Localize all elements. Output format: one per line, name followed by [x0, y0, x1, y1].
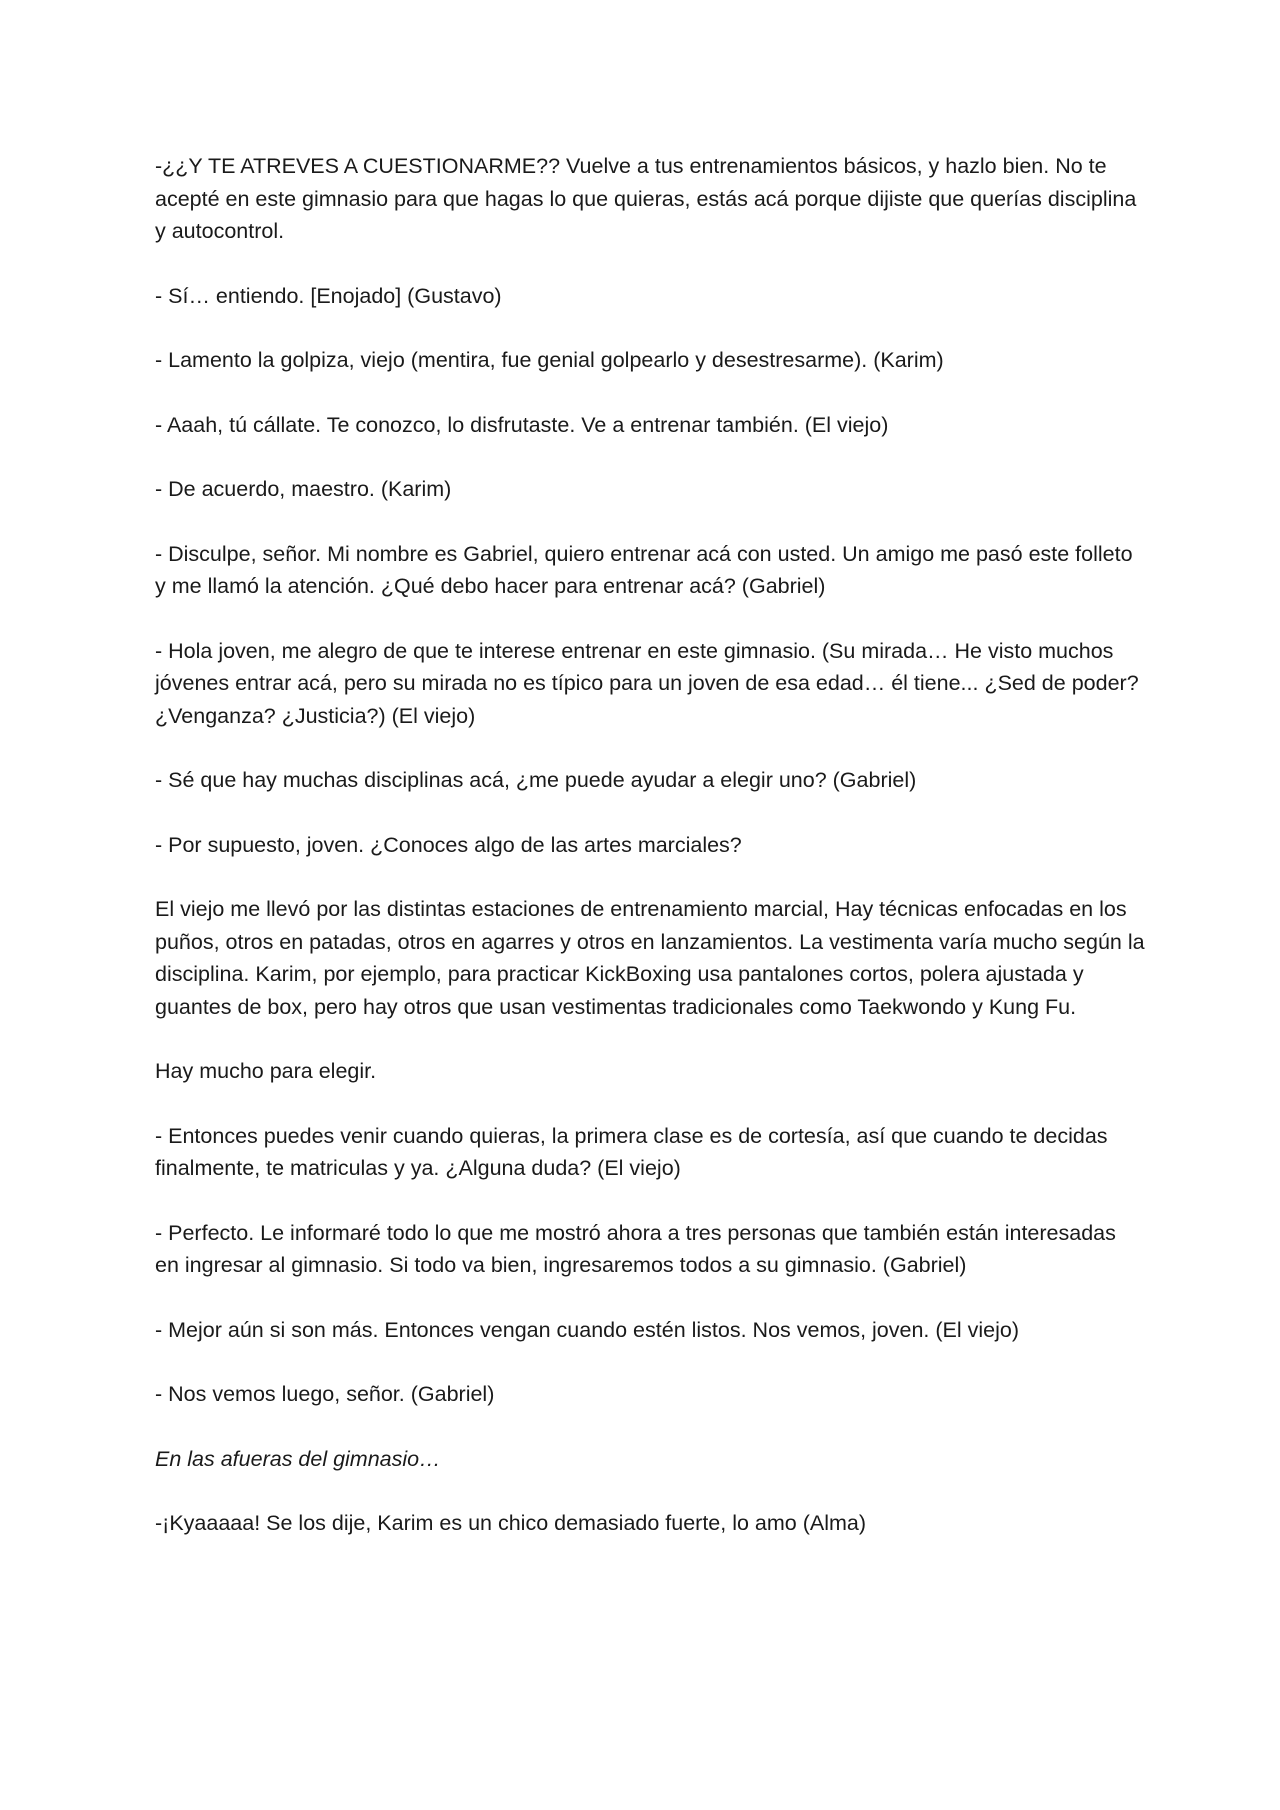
paragraph-8: - Sé que hay muchas disciplinas acá, ¿me puede ayudar a elegir uno? (Gabriel) — [155, 768, 917, 792]
document-page — [155, 150, 1145, 1572]
paragraph-5: - De acuerdo, maestro. (Karim) — [155, 477, 452, 501]
paragraph-1: -¿¿Y TE ATREVES A CUESTIONARME?? Vuelve a tus entrenamientos básicos, y hazlo bien. No te acepté en este gimnasio para que hagas lo que quieras, estás acá porque dijiste que querías disciplina y autocontrol. — [155, 154, 1137, 243]
scene-heading: En las afueras del gimnasio… — [155, 1446, 441, 1471]
paragraph-10: El viejo me llevó por las distintas estaciones de entrenamiento marcial, Hay técnicas enfocadas en los puños, otros en patadas, otros en agarres y otros en lanzamientos. La vestimenta varía mucho según la disciplina. Karim, por ejemplo, para practicar KickBoxing usa pantalones cortos, polera ajustada y guantes de box, pero hay otros que usan vestimentas tradicionales como Taekwondo y Kung Fu. — [155, 897, 1145, 1019]
paragraph-13: - Perfecto. Le informaré todo lo que me mostró ahora a tres personas que también están interesadas en ingresar al gimnasio. Si todo va bien, ingresaremos todos a su gimnasio. (Gabriel) — [155, 1220, 1116, 1277]
paragraph-6: - Disculpe, señor. Mi nombre es Gabriel, quiero entrenar acá con usted. Un amigo me pasó este folleto y me llamó la atención. ¿Qué debo hacer para entrenar acá? (Gabriel) — [155, 541, 1133, 598]
paragraph-17: -¡Kyaaaaa! Se los dije, Karim es un chico demasiado fuerte, lo amo (Alma) — [155, 1511, 867, 1535]
paragraph-2: - Sí… entiendo. [Enojado] (Gustavo) — [155, 283, 502, 308]
paragraph-11: Hay mucho para elegir. — [155, 1059, 377, 1083]
paragraph-14: - Mejor aún si son más. Entonces vengan cuando estén listos. Nos vemos, joven. (El viejo) — [155, 1317, 1019, 1342]
paragraph-15: - Nos vemos luego, señor. (Gabriel) — [155, 1382, 495, 1406]
paragraph-9: - Por supuesto, joven. ¿Conoces algo de las artes marciales? — [155, 832, 742, 857]
paragraph-12: - Entonces puedes venir cuando quieras, la primera clase es de cortesía, así que cuando te decidas finalmente, te matriculas y ya. ¿Alguna duda? (El viejo) — [155, 1123, 1108, 1180]
paragraph-4: - Aaah, tú cállate. Te conozco, lo disfrutaste. Ve a entrenar también. (El viejo) — [155, 412, 889, 437]
paragraph-3: - Lamento la golpiza, viejo (mentira, fue genial golpearlo y desestresarme). (Karim) — [155, 348, 944, 372]
paragraph-7: - Hola joven, me alegro de que te interese entrenar en este gimnasio. (Su mirada… He visto muchos jóvenes entrar acá, pero su mirada no es típico para un joven de esa edad… él tiene... ¿Sed de poder? ¿Venganza? ¿Justicia?) (El viejo) — [155, 638, 1139, 728]
